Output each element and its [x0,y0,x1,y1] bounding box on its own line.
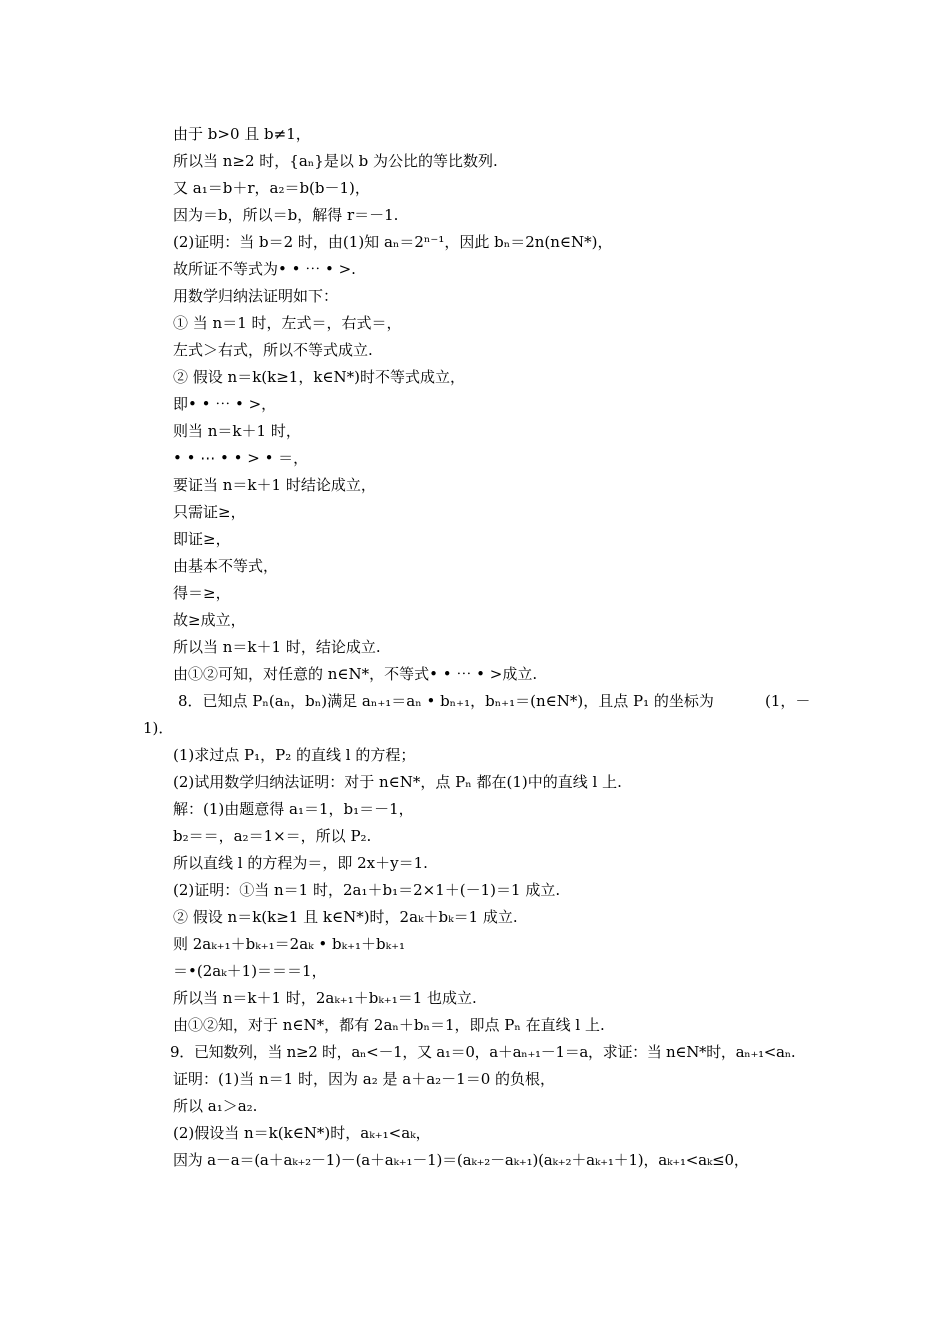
text-line: 因为＝b，所以＝b，解得 r＝－1. [173,206,399,224]
text-line: 则 2aₖ₊₁＋bₖ₊₁＝2aₖ • bₖ₊₁＋bₖ₊₁ [173,935,406,953]
text-line: 要证当 n＝k＋1 时结论成立， [173,476,376,494]
text-line: • • ⋯ • • > • ＝， [173,449,309,467]
text-line: (1)求过点 P₁，P₂ 的直线 l 的方程； [173,746,416,764]
text-line: ② 假设 n＝k(k≥1，k∈N*)时不等式成立， [173,368,466,386]
problem-8-statement: 8．已知点 Pₙ(aₙ，bₙ)满足 aₙ₊₁＝aₙ • bₙ₊₁，bₙ₊₁＝(n∈N*)，且点 P₁ 的坐标为 [178,692,714,710]
text-line: 用数学归纳法证明如下： [173,287,339,305]
point-coordinate: (1，－ [765,692,811,710]
text-line: 故所证不等式为• • ⋯ • >. [173,260,356,278]
text-line: 由基本不等式， [173,557,279,575]
text-line: 证明：(1)当 n＝1 时，因为 a₂ 是 a＋a₂－1＝0 的负根， [173,1070,556,1088]
text-line: 所以当 n＝k＋1 时，2aₖ₊₁＋bₖ₊₁＝1 也成立. [173,989,477,1007]
text-line: 得＝≥， [173,584,231,602]
text-line: 则当 n＝k＋1 时， [173,422,301,440]
text-line: 只需证≥， [173,503,246,521]
text-line: (2)假设当 n＝k(k∈N*)时，aₖ₊₁<aₖ， [173,1124,431,1142]
text-line: 因为 a－a＝(a＋aₖ₊₂－1)－(a＋aₖ₊₁－1)＝(aₖ₊₂－aₖ₊₁)(aₖ₊₂＋aₖ₊₁＋1)，aₖ₊₁<aₖ≤0， [173,1151,749,1169]
text-line: 所以 a₁＞a₂. [173,1097,258,1115]
text-line: 即• • ⋯ • >， [173,395,277,413]
text-line: ① 当 n＝1 时，左式＝，右式＝， [173,314,402,332]
text-line: 解：(1)由题意得 a₁＝1，b₁＝－1， [173,800,414,818]
text-line: 1)． [143,719,174,737]
text-line: ＝•(2aₖ＋1)＝＝＝1， [173,962,327,980]
text-line: 即证≥， [173,530,231,548]
text-line: 故≥成立， [173,611,246,629]
text-line: 左式＞右式，所以不等式成立. [173,341,373,359]
text-line: 又 a₁＝b＋r，a₂＝b(b－1)， [173,179,370,197]
text-line: 所以当 n＝k＋1 时，结论成立. [173,638,381,656]
text-line: (2)证明：①当 n＝1 时，2a₁＋b₁＝2×1＋(－1)＝1 成立. [173,881,561,899]
text-line: 由①②可知，对任意的 n∈N*，不等式• • ⋯ • >成立. [173,665,538,683]
text-line: 由①②知，对于 n∈N*，都有 2aₙ＋bₙ＝1，即点 Pₙ 在直线 l 上. [173,1016,605,1034]
text-line: (2)试用数学归纳法证明：对于 n∈N*，点 Pₙ 都在(1)中的直线 l 上. [173,773,622,791]
text-line: 由于 b>0 且 b≠1， [173,125,311,143]
problem-9-statement: 9．已知数列，当 n≥2 时，aₙ<－1，又 a₁＝0，a＋aₙ₊₁－1＝a，求证：当 n∈N*时，aₙ₊₁<aₙ. [170,1043,796,1061]
text-line: 所以当 n≥2 时，{aₙ}是以 b 为公比的等比数列. [173,152,498,170]
text-line: b₂＝＝，a₂＝1×＝，所以 P₂. [173,827,372,845]
text-line: (2)证明：当 b＝2 时，由(1)知 aₙ＝2ⁿ⁻¹，因此 bₙ＝2n(n∈N*)， [173,233,613,251]
text-line: ② 假设 n＝k(k≥1 且 k∈N*)时，2aₖ＋bₖ＝1 成立. [173,908,518,926]
text-line: 所以直线 l 的方程为＝，即 2x＋y＝1. [173,854,428,872]
